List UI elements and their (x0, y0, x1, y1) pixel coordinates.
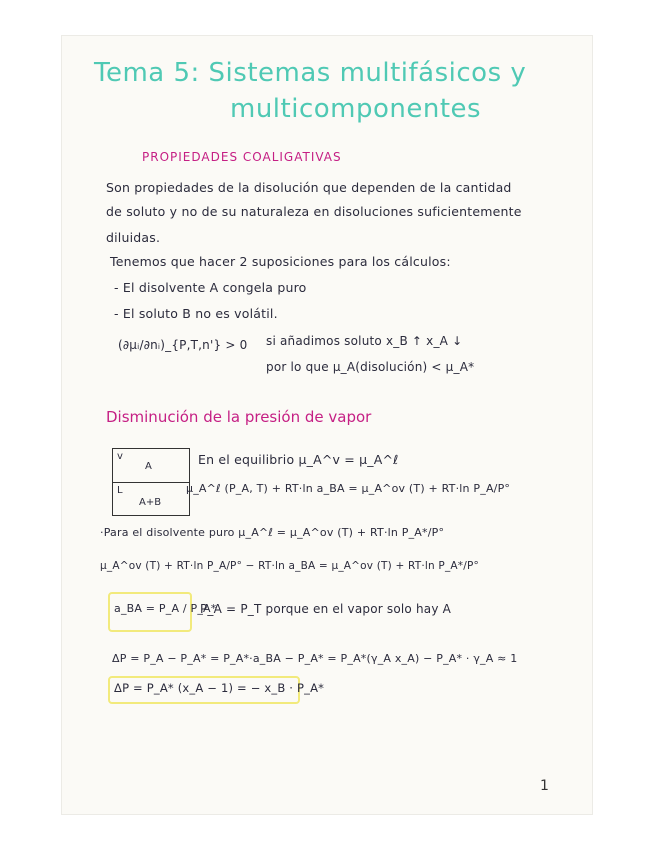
partial-derivative-condition: (∂μᵢ/∂nᵢ)_{P,T,n'} > 0 (118, 338, 248, 352)
activity-equation: a_BA = P_A / P_A* (114, 602, 217, 615)
assumption-item: - El disolvente A congela puro (114, 280, 307, 295)
paragraph-line: de soluto y no de su naturaleza en disoluciones suficientemente (106, 204, 522, 219)
liquid-phase-content: A+B (139, 497, 162, 508)
liquid-phase-label: L (117, 485, 123, 496)
equation: μ_A^ℓ (P_A, T) + RT·ln a_BA = μ_A^ov (T) + RT·ln P_A/P° (186, 482, 511, 495)
page-number: 1 (540, 778, 549, 794)
section-heading-coligative: PROPIEDADES COALIGATIVAS (142, 150, 342, 164)
equilibrium-statement: En el equilibrio μ_A^v = μ_A^ℓ (198, 452, 399, 467)
derivative-note: si añadimos soluto x_B ↑ x_A ↓ (266, 334, 463, 348)
equation: μ_A^ov (T) + RT·ln P_A/P° − RT·ln a_BA = μ_A^ov (T) + RT·ln P_A*/P° (100, 560, 479, 572)
derivative-note: por lo que μ_A(disolución) < μ_A* (266, 360, 475, 374)
phase-diagram-box (112, 448, 190, 516)
assumption-item: - El soluto B no es volátil. (114, 306, 278, 321)
vapor-phase-content: A (145, 461, 152, 472)
paragraph-line: diluidas. (106, 230, 161, 245)
paragraph-line: Son propiedades de la disolución que dependen de la cantidad (106, 180, 512, 195)
phase-divider (113, 482, 189, 483)
page-title-line2: multicomponentes (230, 94, 482, 124)
notebook-page (62, 36, 592, 814)
assumptions-intro: Tenemos que hacer 2 suposiciones para los cálculos: (110, 254, 451, 269)
page-title-line1: Tema 5: Sistemas multifásicos y (94, 58, 527, 88)
pure-solvent-equation: ·Para el disolvente puro μ_A^ℓ = μ_A^ov (T) + RT·ln P_A*/P° (100, 526, 445, 539)
result-equation: ΔP = P_A* (x_A − 1) = − x_B · P_A* (114, 681, 325, 695)
vapor-phase-label: v (117, 451, 123, 462)
delta-p-equation: ΔP = P_A − P_A* = P_A*·a_BA − P_A* = P_A*(γ_A x_A) − P_A* · γ_A ≈ 1 (112, 652, 518, 665)
section-heading-vapor-pressure: Disminución de la presión de vapor (106, 408, 372, 426)
pressure-note: P_A = P_T porque en el vapor solo hay A (200, 602, 452, 616)
